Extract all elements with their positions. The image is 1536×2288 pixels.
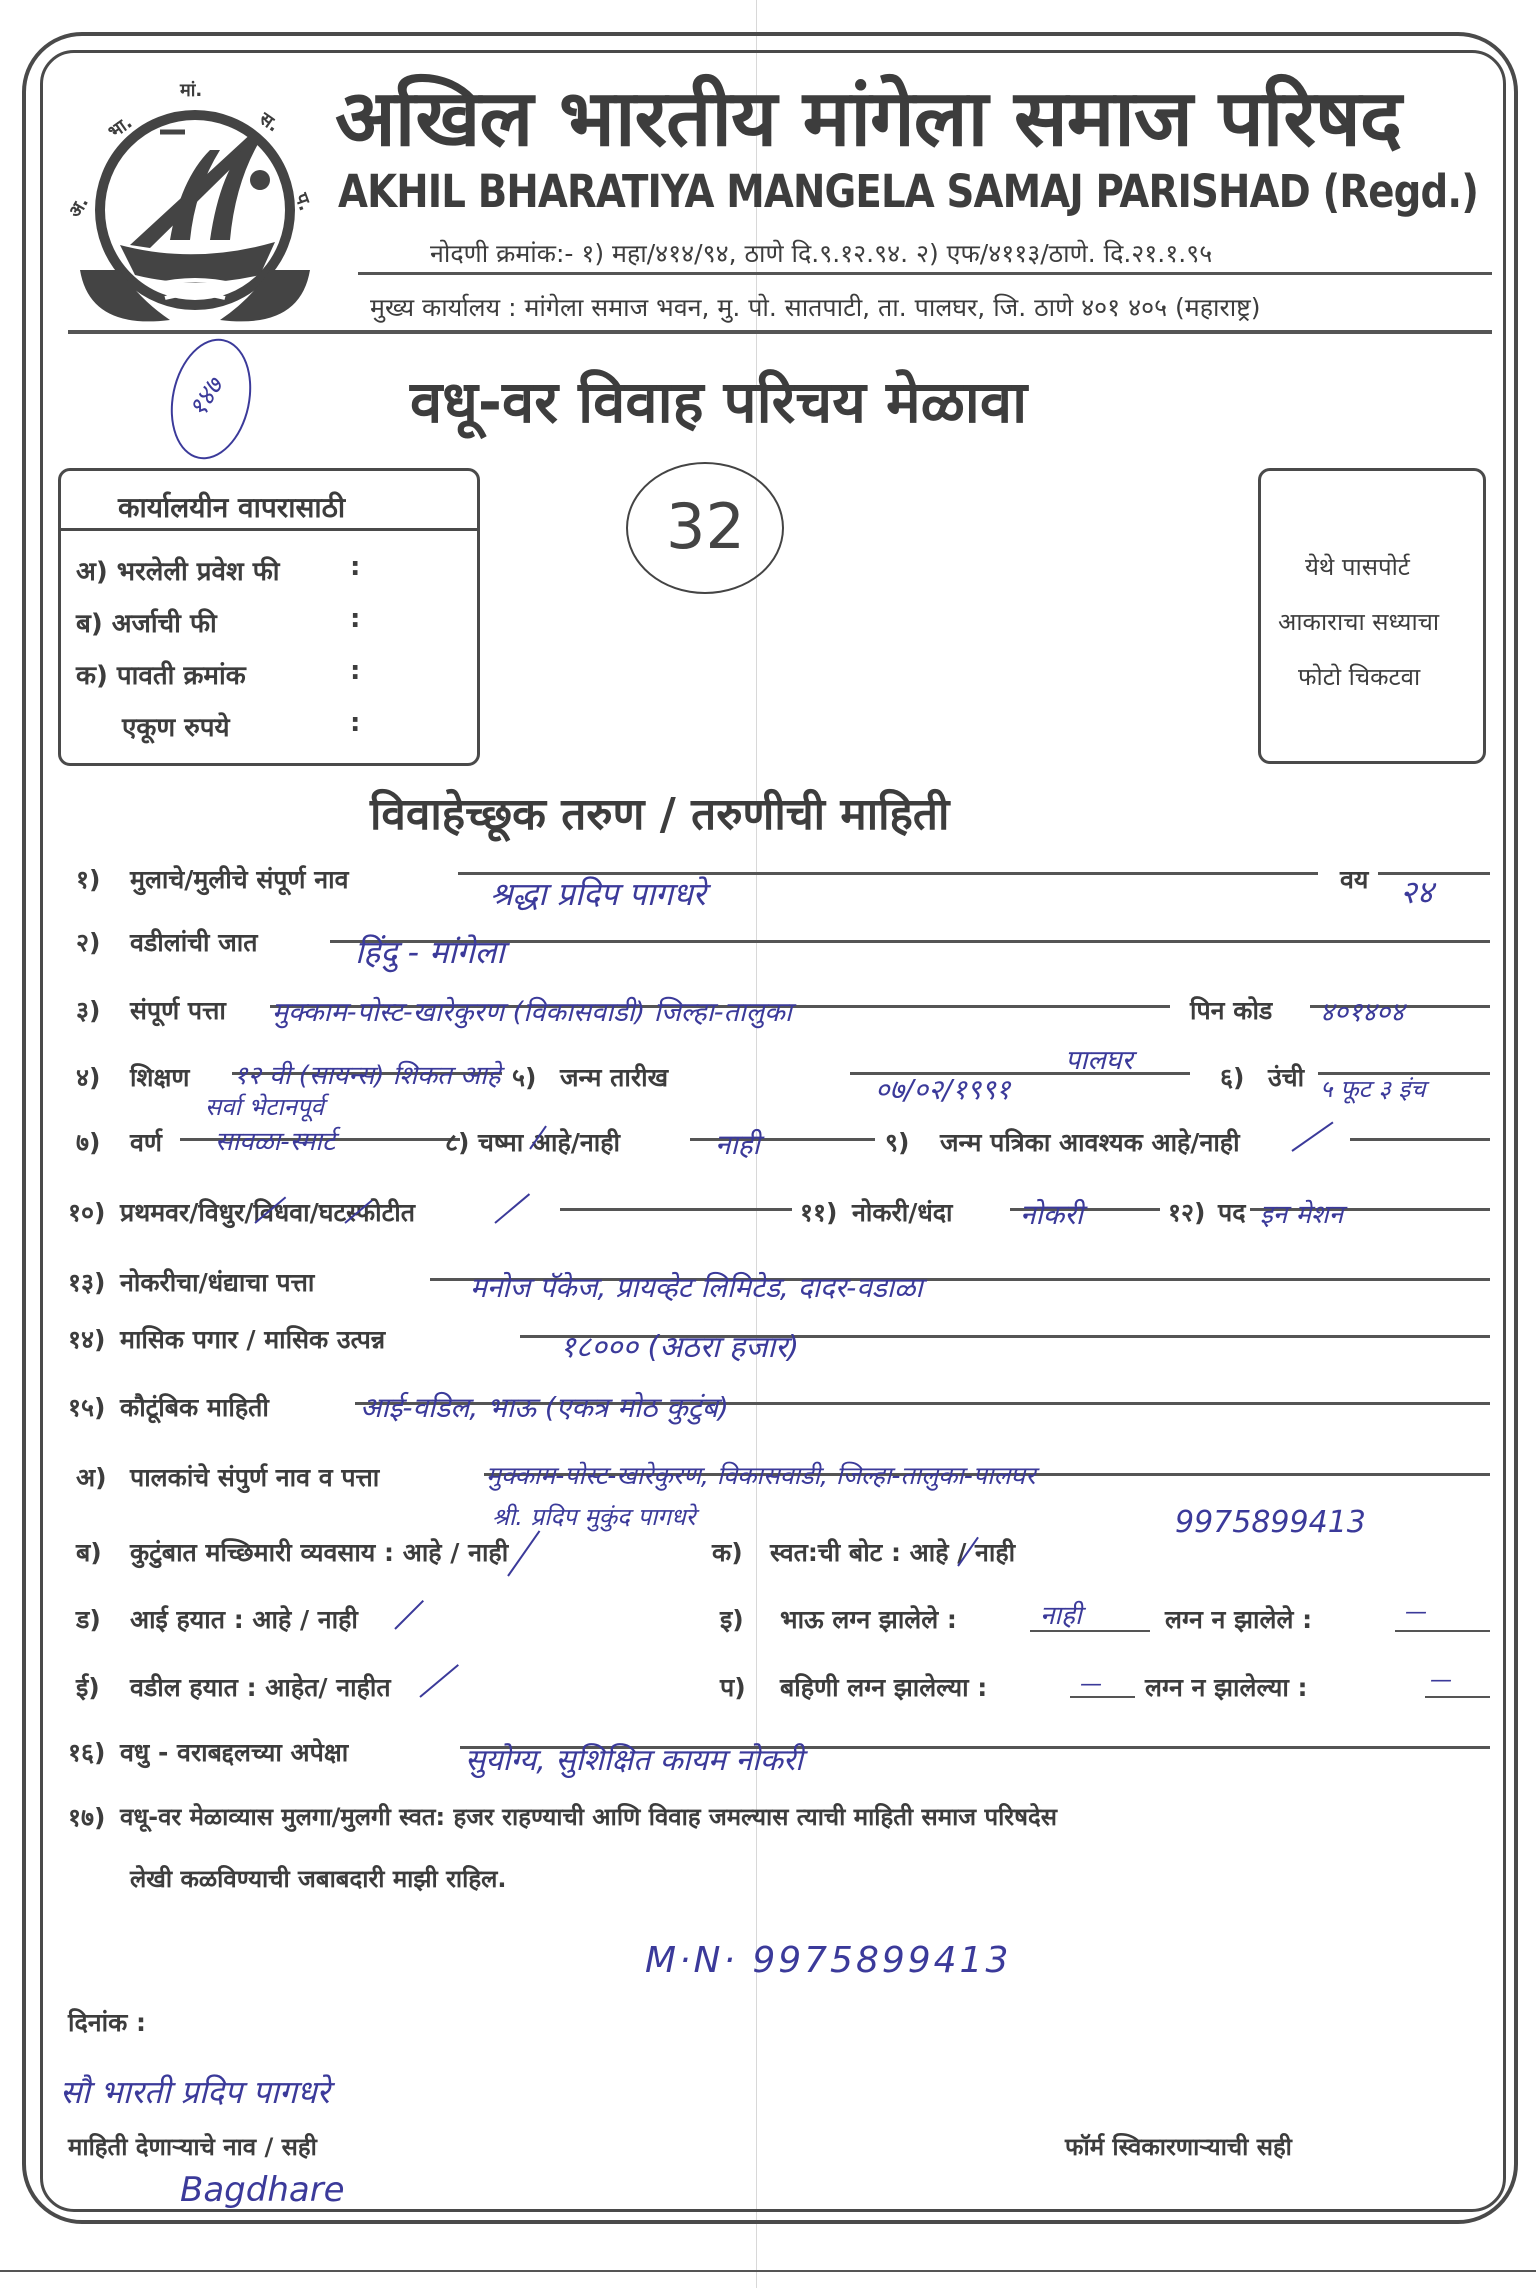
field-number: ४) <box>76 1063 101 1092</box>
field-label-father-alive: वडील हयात : आहेत/ नाहीत <box>130 1673 391 1702</box>
field-underline <box>1378 872 1490 875</box>
field-number: ई) <box>76 1673 100 1702</box>
logo-letter: स. <box>255 108 284 137</box>
field-label-sister-married: बहिणी लग्न झालेल्या : <box>780 1673 988 1702</box>
field-number: १२) <box>1168 1198 1206 1227</box>
office-use-item: अ) भरलेली प्रवेश फी <box>76 557 280 587</box>
field-value-age[interactable]: २४ <box>1400 873 1434 911</box>
field-label-pincode: पिन कोड <box>1190 996 1273 1025</box>
field-label-height: उंची <box>1268 1063 1305 1092</box>
field-value-parent-phone[interactable]: 9975899413 <box>1175 1505 1366 1540</box>
field-underline <box>1425 1696 1490 1698</box>
field-label-horoscope: जन्म पत्रिका आवश्यक आहे/नाही <box>940 1128 1240 1157</box>
field-label-spectacles: चष्मा आहे/नाही <box>478 1128 620 1157</box>
field-number: १६) <box>68 1738 106 1767</box>
office-use-heading: कार्यालयीन वापरासाठी <box>118 491 346 524</box>
office-use-divider <box>58 528 480 531</box>
logo-letter: मां. <box>180 80 203 101</box>
field-value-parent-name[interactable]: श्री. प्रदिप मुकुंद पागधरे <box>492 1503 696 1531</box>
logo-letter: अ. <box>64 193 93 222</box>
field-value-expectations[interactable]: सुयोग्य, सुशिक्षित कायम नोकरी <box>465 1743 803 1778</box>
field-label-designation: पद <box>1218 1198 1246 1227</box>
field-value-occupation[interactable]: नोकरी <box>1020 1198 1084 1231</box>
declaration-line-1: वधू-वर मेळाव्यास मुलगा/मुलगी स्वत: हजर राहण्याची आणि विवाह जमल्यास त्याची माहिती समाज परिषदेस <box>120 1803 1057 1831</box>
field-value-income[interactable]: १८००० (अठरा हजार) <box>560 1330 800 1365</box>
section-title: विवाहेच्छूक तरुण / तरुणीची माहिती <box>370 789 950 840</box>
field-label-family-info: कौटूंबिक माहिती <box>120 1393 269 1422</box>
bottom-edge-line <box>0 2270 1536 2272</box>
header-bottom-divider <box>68 330 1492 334</box>
header-divider <box>358 272 1492 275</box>
field-value-sister-unmarried[interactable]: — <box>1430 1668 1452 1693</box>
field-underline <box>560 1208 792 1211</box>
field-underline <box>1350 1138 1490 1141</box>
logo-letter: भा. <box>104 111 137 143</box>
form-title: वधू-वर विवाह परिचय मेळावा <box>410 368 1028 436</box>
field-number: इ) <box>720 1605 744 1634</box>
field-number: ११) <box>800 1198 838 1227</box>
field-number: १५) <box>68 1393 106 1422</box>
office-use-item: क) पावती क्रमांक <box>76 661 246 691</box>
field-label-age: वय <box>1340 865 1369 894</box>
field-number: १४) <box>68 1325 106 1354</box>
field-value-designation[interactable]: इन मेशन <box>1260 1200 1344 1230</box>
office-use-colon: : <box>350 656 361 686</box>
informant-signature-english[interactable]: Bagdhare <box>180 2170 345 2210</box>
field-value-brother-married[interactable]: नाही <box>1040 1601 1082 1631</box>
head-office-address: मुख्य कार्यालय : मांगेला समाज भवन, मु. पो. सातपाटी, ता. पालघर, जि. ठाणे ४०१ ४०५ (महाराष्ट्र) <box>370 293 1261 322</box>
field-label-occupation: नोकरी/धंदा <box>852 1198 953 1227</box>
office-use-item: ब) अर्जाची फी <box>76 609 217 639</box>
field-value-complexion-note[interactable]: सर्वा भेटानपूर्व <box>205 1093 324 1121</box>
field-number: २) <box>76 928 101 957</box>
circled-number-annotation: 32 <box>626 462 784 594</box>
field-label-complexion: वर्ण <box>130 1128 162 1157</box>
org-title-marathi: अखिल भारतीय मांगेला समाज परिषद <box>335 74 1402 164</box>
photo-instruction: फोटो चिकटवा <box>1298 663 1421 691</box>
field-value-parent-address[interactable]: मुक्काम-पोस्ट-खारेकुरण, विकासवाडी, जिल्हा-तालुका-पालघर <box>486 1461 1036 1490</box>
field-label-name: मुलाचे/मुलीचे संपूर्ण नाव <box>130 865 349 894</box>
field-label-caste: वडीलांची जात <box>130 928 258 957</box>
field-number: अ) <box>76 1463 107 1492</box>
field-value-address[interactable]: मुक्काम-पोस्ट-खारेकुरण (विकासवाडी) जिल्हा-तालुका <box>272 997 792 1028</box>
field-value-address-line2[interactable]: पालघर <box>1065 1045 1133 1076</box>
field-number: ब) <box>76 1538 102 1567</box>
field-label-dob: जन्म तारीख <box>560 1063 669 1092</box>
field-value-height[interactable]: ५ फूट ३ इंच <box>1320 1075 1426 1103</box>
field-value-work-address[interactable]: मनोज पॅकेज, प्रायव्हेट लिमिटेड, दादर-वडाळा <box>470 1271 923 1304</box>
field-value-sister-married[interactable]: — <box>1080 1672 1102 1697</box>
field-label-brother-unmarried: लग्न न झालेले : <box>1165 1605 1313 1634</box>
receiver-signature-label: फॉर्म स्विकारणाऱ्याची सही <box>1065 2133 1292 2161</box>
field-label-brother-married: भाऊ लग्न झालेले : <box>780 1605 957 1634</box>
boat-emblem-icon <box>60 70 330 340</box>
field-label-address: संपूर्ण पत्ता <box>130 996 226 1025</box>
field-value-caste[interactable]: हिंदु - मांगेला <box>355 933 505 971</box>
field-label-income: मासिक पगार / मासिक उत्पन्न <box>120 1325 386 1354</box>
field-label-work-address: नोकरीचा/धंद्याचा पत्ता <box>120 1268 315 1297</box>
field-number: ७) <box>76 1128 101 1157</box>
field-label-expectations: वधु - वराबद्दलच्या अपेक्षा <box>120 1738 349 1767</box>
field-number: १३) <box>68 1268 106 1297</box>
informant-signature[interactable]: सौ भारती प्रदिप पागधरे <box>60 2073 330 2111</box>
org-title-english: AKHIL BHARATIYA MANGELA SAMAJ PARISHAD (Regd.) <box>338 165 1479 218</box>
field-value-complexion[interactable]: सावळा-स्मार्ट <box>215 1127 336 1157</box>
field-value-spectacles[interactable]: नाही <box>715 1128 760 1161</box>
logo-letter: प. <box>290 190 316 214</box>
field-number: प) <box>720 1673 746 1702</box>
field-number: १७) <box>68 1803 106 1832</box>
field-number: क) <box>712 1538 743 1567</box>
circled-serial-annotation: १४७ <box>160 331 262 467</box>
field-number: ९) <box>885 1128 910 1157</box>
field-label-mother-alive: आई हयात : आहे / नाही <box>130 1605 358 1634</box>
field-underline <box>1395 1630 1490 1632</box>
field-label-marital-status: प्रथमवर/विधुर/विधवा/घटस्फोटीत <box>120 1198 415 1227</box>
informant-label: माहिती देणाऱ्याचे नाव / सही <box>68 2133 317 2161</box>
field-value-name[interactable]: श्रद्धा प्रदिप पागधरे <box>490 875 706 913</box>
field-number: ड) <box>76 1605 101 1634</box>
field-value-family-info[interactable]: आई-वडिल, भाऊ (एकत्र मोठ कुटुंब) <box>360 1391 729 1424</box>
field-label-fishing-business: कुटुंबात मच्छिमारी व्यवसाय : आहे / नाही <box>130 1538 509 1567</box>
date-label: दिनांक : <box>68 2008 147 2037</box>
field-number: ३) <box>76 996 101 1025</box>
field-number: ५) <box>512 1063 537 1092</box>
office-use-colon: : <box>350 708 361 738</box>
field-number: ६) <box>1220 1063 1245 1092</box>
field-number: १) <box>76 865 101 894</box>
photo-instruction: येथे पासपोर्ट <box>1305 553 1410 581</box>
field-label-education: शिक्षण <box>130 1063 190 1092</box>
office-use-item: एकूण रुपये <box>122 713 230 743</box>
field-label-own-boat: स्वत:ची बोट : आहे / नाही <box>770 1538 1016 1567</box>
field-value-dob[interactable]: ०७/०२/१९९१ <box>875 1073 1011 1106</box>
field-number: ८) <box>445 1128 470 1157</box>
field-value-education[interactable]: १२ वी (सायन्स) शिकत आहे <box>234 1061 501 1091</box>
declaration-line-2: लेखी कळविण्याची जबाबदारी माझी राहिल. <box>130 1865 507 1893</box>
photo-instruction: आकाराचा सध्याचा <box>1278 608 1440 636</box>
registration-number: नोदणी क्रमांक:- १) महा/४१४/९४, ठाणे दि.९.१२.९४. २) एफ/४११३/ठाणे. दि.२१.१.९५ <box>430 239 1213 268</box>
office-use-colon: : <box>350 604 361 634</box>
field-label-parent-address: पालकांचे संपुर्ण नाव व पत्ता <box>130 1463 380 1492</box>
field-number: १०) <box>68 1198 106 1227</box>
field-label-sister-unmarried: लग्न न झालेल्या : <box>1145 1673 1308 1702</box>
office-use-colon: : <box>350 552 361 582</box>
mobile-number-note[interactable]: M·N· 9975899413 <box>645 1940 1012 1981</box>
field-value-brother-unmarried[interactable]: — <box>1405 1600 1427 1625</box>
logo <box>60 70 330 340</box>
field-value-pincode[interactable]: ४०१४०४ <box>1320 997 1405 1028</box>
